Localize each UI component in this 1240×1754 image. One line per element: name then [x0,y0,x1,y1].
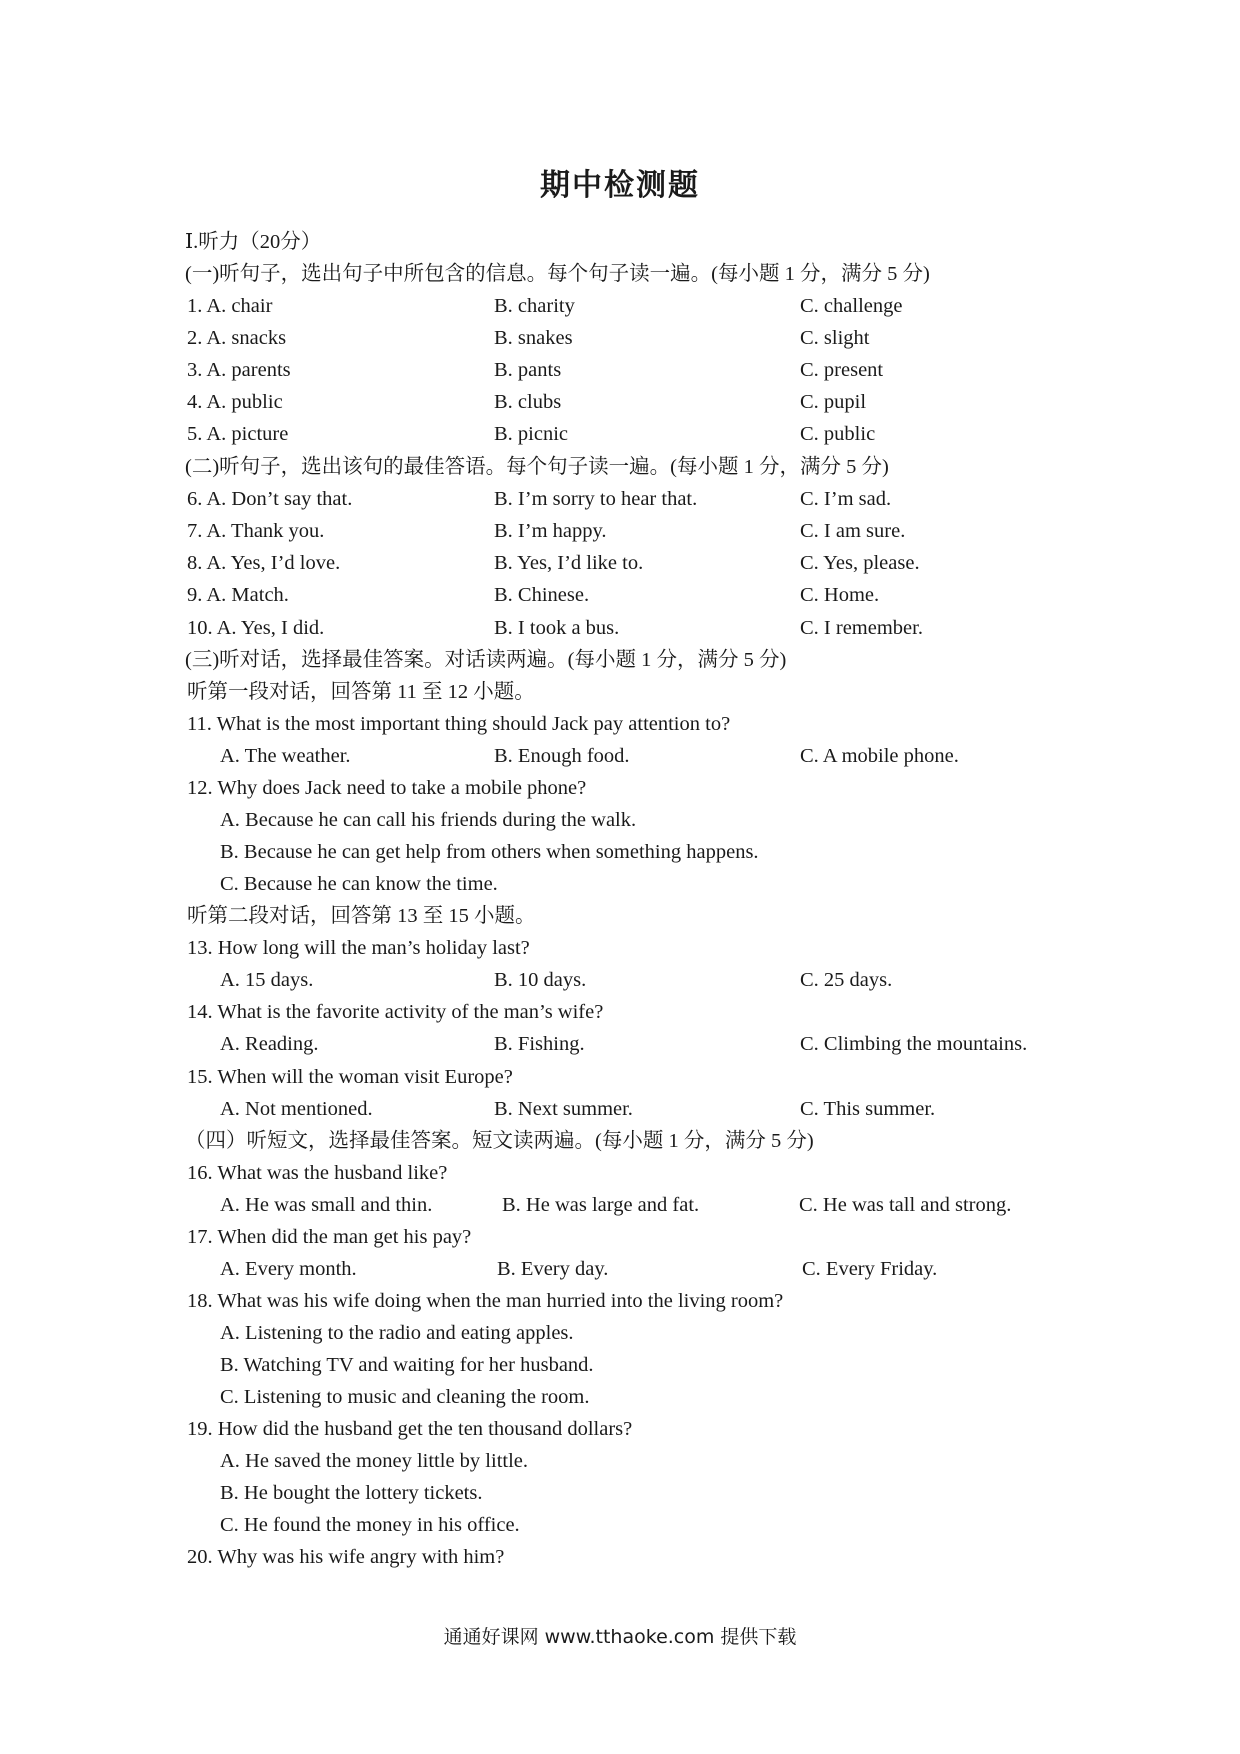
question-row [187,483,892,515]
option-b: B. Next summer. [494,1098,633,1120]
option-b: B. Watching TV and waiting for her husband. [220,1354,594,1376]
question-row [220,740,959,772]
option-a: 6. A. Don’t say that. [187,488,353,510]
part4-heading: （四）听短文，选择最佳答案。短文读两遍。(每小题 1 分，满分 5 分) [185,1130,814,1152]
option-c: C. A mobile phone. [800,745,959,767]
option-b: B. clubs [494,391,562,413]
question-stem: 13. How long will the man’s holiday last? [187,937,530,959]
option-c: C. I’m sad. [800,488,892,510]
question-row [220,964,893,996]
option-b: B. He was large and fat. [502,1194,700,1216]
question-row [187,418,876,450]
option-b: B. I took a bus. [494,617,620,639]
question-stem: 15. When will the woman visit Europe? [187,1066,513,1088]
option-b: B. 10 days. [494,969,587,991]
option-c: C. challenge [800,295,903,317]
question-stem: 20. Why was his wife angry with him? [187,1546,505,1568]
option-c: C. 25 days. [800,969,893,991]
option-b: B. Because he can get help from others when something happens. [220,841,759,863]
option-c: C. Every Friday. [802,1258,938,1280]
option-a: A. Listening to the radio and eating apples. [220,1322,574,1344]
question-row [187,322,870,354]
question-stem: 11. What is the most important thing should Jack pay attention to? [187,713,731,735]
option-b: B. I’m sorry to hear that. [494,488,698,510]
option-b: B. Every day. [497,1258,609,1280]
footer-credit: 通通好课网 www.tthaoke.com 提供下载 [443,1626,797,1648]
part1-heading: (一)听句子，选出句子中所包含的信息。每个句子读一遍。(每小题 1 分，满分 5 分) [185,263,930,285]
option-a: A. Because he can call his friends during the walk. [220,809,637,831]
question-row [187,386,867,418]
option-b: B. picnic [494,423,569,445]
option-b: B. Yes, I’d like to. [494,552,644,574]
option-b: B. charity [494,295,575,317]
question-row [220,1189,1012,1221]
option-c: C. He was tall and strong. [799,1194,1012,1216]
question-stem: 18. What was his wife doing when the man hurried into the living room? [187,1290,784,1312]
option-c: C. present [800,359,884,381]
option-b: B. Chinese. [494,584,590,606]
option-a: 5. A. picture [187,423,289,445]
dialog2-intro: 听第二段对话，回答第 13 至 15 小题。 [187,905,536,927]
option-a: A. He was small and thin. [220,1194,433,1216]
option-c: C. Climbing the mountains. [800,1033,1028,1055]
option-a: 1. A. chair [187,295,273,317]
option-c: C. I remember. [800,617,923,639]
question-row [187,612,923,644]
option-a: A. Every month. [220,1258,357,1280]
question-stem: 16. What was the husband like? [187,1162,448,1184]
question-row [187,515,906,547]
option-a: A. 15 days. [220,969,314,991]
option-a: 4. A. public [187,391,283,413]
question-row [220,1028,1028,1060]
option-b: B. Enough food. [494,745,630,767]
question-stem: 19. How did the husband get the ten thousand dollars? [187,1418,633,1440]
question-row [187,354,884,386]
question-row [187,579,880,611]
option-b: B. snakes [494,327,573,349]
question-row [187,290,903,322]
option-c: C. pupil [800,391,867,413]
option-a: 3. A. parents [187,359,291,381]
option-a: A. Reading. [220,1033,319,1055]
option-a: 9. A. Match. [187,584,289,606]
question-row [220,1093,936,1125]
section-heading: Ⅰ.听力（20分） [185,231,322,253]
dialog1-intro: 听第一段对话，回答第 11 至 12 小题。 [187,681,535,703]
part2-heading: (二)听句子，选出该句的最佳答语。每个句子读一遍。(每小题 1 分，满分 5 分) [185,456,889,478]
option-c: C. Home. [800,584,880,606]
option-b: B. pants [494,359,562,381]
option-b: B. He bought the lottery tickets. [220,1482,483,1504]
option-a: 8. A. Yes, I’d love. [187,552,341,574]
option-c: C. Listening to music and cleaning the room. [220,1386,590,1408]
option-a: A. The weather. [220,745,351,767]
option-c: C. Because he can know the time. [220,873,498,895]
page-title: 期中检测题 [540,168,700,203]
option-b: B. Fishing. [494,1033,585,1055]
option-b: B. I’m happy. [494,520,607,542]
question-stem: 14. What is the favorite activity of the man’s wife? [187,1001,604,1023]
question-stem: 17. When did the man get his pay? [187,1226,472,1248]
part3-heading: (三)听对话，选择最佳答案。对话读两遍。(每小题 1 分，满分 5 分) [185,649,787,671]
option-a: A. He saved the money little by little. [220,1450,529,1472]
option-c: C. He found the money in his office. [220,1514,520,1536]
option-c: C. public [800,423,876,445]
question-row [187,547,920,579]
option-a: 2. A. snacks [187,327,287,349]
option-a: 7. A. Thank you. [187,520,325,542]
option-c: C. I am sure. [800,520,906,542]
question-row [220,1253,938,1285]
question-stem: 12. Why does Jack need to take a mobile phone? [187,777,587,799]
option-c: C. slight [800,327,870,349]
option-c: C. This summer. [800,1098,936,1120]
option-c: C. Yes, please. [800,552,920,574]
option-a: 10. A. Yes, I did. [187,617,325,639]
option-a: A. Not mentioned. [220,1098,373,1120]
